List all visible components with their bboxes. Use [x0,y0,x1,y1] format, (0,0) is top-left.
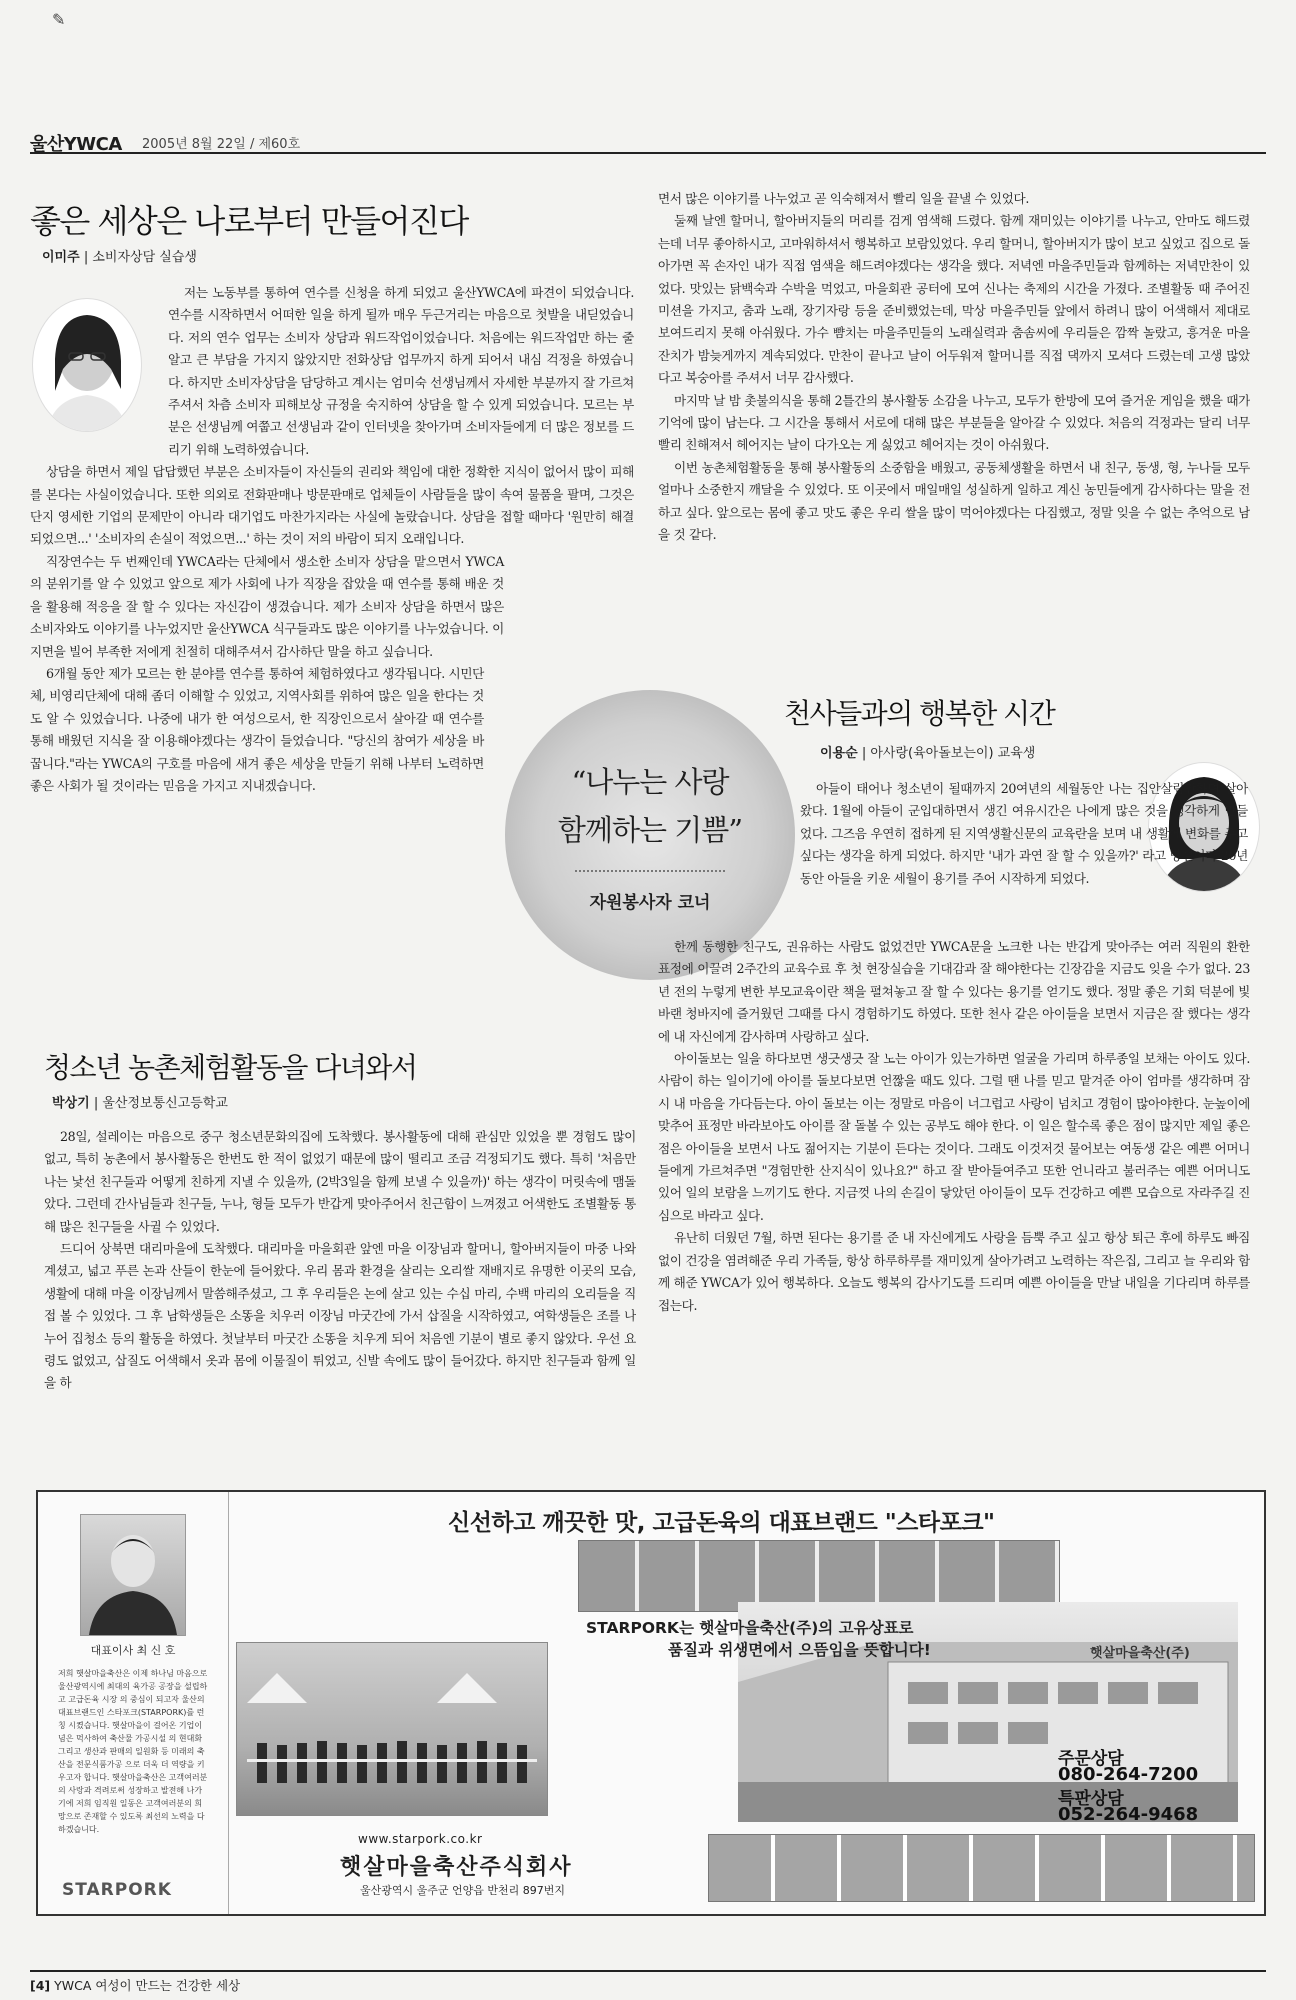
article1-paragraph: 상담을 하면서 제일 답답했던 부분은 소비자들이 자신들의 권리와 책임에 대한 정확한 지식이 없어서 많이 피해를 본다는 사실이었습니다. 또한 의외로 전화판매나 방문판매로 업체들이 사람들을 많이 속여 물품을 팔며, 그것은 단지 영세한 기업의 문제만이 아니라 대기업도 마찬가지라는 사실에 놀랐습니다. 상담을 접할 때마다 '원만히 해결되었으면...' '소비자의 손실이 적었으면...' 하는 것이 저의 바람이 되지 오래입니다. [30,464,634,547]
masthead [30,130,1266,154]
starpork-description-line2: 품질과 위생면에서 으뜸임을 뜻합니다! [668,1641,931,1659]
order-phone: 080-264-7200 [1058,1764,1199,1785]
article3-byline [820,742,1035,761]
pin-icon: ✎ [52,10,66,29]
article1-paragraph: 저는 노동부를 통하여 연수를 신청을 하게 되었고 울산YWCA에 파견이 되었습니다. 연수를 시작하면서 어떠한 일을 하게 될까 매우 두근거리는 마음으로 첫발을 내딛었습니다. 저의 연수 업무는 소비자 상담과 워드작업이었습니다. 처음에는 워드작업만 하는 줄 알고 큰 부담을 가지지 않았지만 전화상담 업무까지 하게 되어서 내심 걱정을 하였습니다. 하지만 소비자상담을 담당하고 계시는 엄미숙 선생님께서 자세한 부분까지 잘 가르쳐주셔서 차츰 소비자 피해보상 규정을 숙지하여 상담을 할 수 있게 되었습니다. 모르는 부분은 선생님께 여쭙고 선생님과 같이 인터넷을 찾아가며 소비자들에게 더 많은 정보를 드리기 위해 노력하였습니다. [168,285,634,457]
article2-title: 청소년 농촌체험활동을 다녀와서 [44,1051,417,1084]
article3-paragraph: 아들이 태어나 청소년이 될때까지 20여년의 세월동안 나는 집안살림만하며 살아왔다. 1월에 아들이 군입대하면서 생긴 여유시간은 나에게 많은 것을 생각하게 만들었다. 그즈음 우연히 접하게 된 지역생활신문의 교육란을 보며 내 생활에 변화를 주고 싶다는 생각을 하게 되었다. 하지만 '내가 과연 잘 할 수 있을까?' 라고 망설이다 20년동안 아들을 키운 세월이 용기를 주어 시작하게 되었다. [800,781,1248,886]
article1-title: 좋은 세상은 나로부터 만들어진다 [30,202,468,240]
byline-separator: | [861,746,871,761]
article3-role: 아사랑(육아돌보는이) 교육생 [870,746,1036,761]
feature-quote-line2: 함께하는 기쁨” [557,813,743,847]
article3-body-top [800,778,1248,928]
page-footer [30,1970,1266,1994]
article2-paragraph: 드디어 상북면 대리마을에 도착했다. 대리마을 마을회관 앞엔 마을 이장님과 할머니, 할아버지들이 마중 나와 계셨고, 넓고 푸른 논과 산들이 한눈에 들어왔다. 우리 몸과 환경을 살리는 오리쌀 재배지로 유명한 이곳의 모습, 생활에 대해 마을 이장님께서 말씀해주셨고, 그 후 우리들은 논에 살고 있는 수십 마리, 수백 마리의 오리들을 직접 볼 수 있었다. 그 후 남학생들은 소똥을 치우러 이장님 마굿간에 가서 삽질을 시작하였고, 여학생들은 조를 나누어 집청소 등의 활동을 하였다. 첫날부터 마굿간 소똥을 치우게 되어 처음엔 기분이 별로 좋지 않았다. 우선 요령도 없었고, 삽질도 어색해서 옷과 몸에 이물질이 튀었고, 신발 속에도 많이 들어갔다. 하지만 친구들과 함께 일을 하 [44,1241,636,1391]
article2-continuation [658,188,1250,678]
ceo-title: 대표이사 최 신 호 [90,1644,176,1657]
starpork-advertisement [36,1490,1266,1916]
special-sales-label: 특판상담 [1058,1789,1124,1809]
ribbon-cutting-ceremony-photo [236,1642,548,1816]
company-address: 울산광역시 울주군 언양읍 반천리 897번지 [360,1884,565,1897]
article2-body [44,1126,636,1466]
article2-byline [52,1092,228,1111]
ad-slogan: 신선하고 깨끗한 맛, 고급돈육의 대표브랜드 "스타포크" [448,1510,995,1536]
article3-paragraph: 한께 동행한 친구도, 권유하는 사람도 없었건만 YWCA문을 노크한 나는 반갑게 맞아주는 여러 직원의 환한 표정에 이끌려 2주간의 교육수료 후 첫 현장실습을 기대감과 잘 해야한다는 긴장감을 지금도 잊을 수가 없다. 23년 전의 누렇게 변한 부모교육이란 책을 펼쳐놓고 잘 할 수 있다는 용기를 얻기도 했다. 정말 좋은 기회 덕분에 빛바랜 청바지에 즐거웠던 그때를 다시 경험하기도 하였다. 또한 천사 같은 아이들을 보면서 지금은 잘 했다는 생각에 내 자신에게 감사하며 사랑하고 싶다. [658,939,1250,1044]
article1-author: 이미주 [42,250,80,265]
article1-role: 소비자상담 실습생 [92,250,197,265]
starpork-logo: STARPORK [62,1880,172,1900]
building-sign: 햇살마을축산(주) [1090,1646,1190,1661]
company-website: www.starpork.co.kr [358,1832,483,1846]
ceo-message: 저희 햇살마을축산은 이제 하나님 마음으로 울산광역시에 최대의 육가공 공장을 설립하고 고급돈육 시장 의 중심이 되고자 울산의 대표브랜드인 스타포크(STARPORK)를 런칭 시켰습니다. 햇살마을이 걸어온 기업이념은 먹사하여 축산물 가공시설 의 현대화 그리고 생산과 판매의 일원화 등 미래의 축산을 전문식품가공 으로 더욱 더 역량을 키우고자 합니다. 햇살마을축산은 고객여러분의 사랑과 격려로써 성장하고 발전해 나가기에 저희 임직원 일동은 고객여러분의 희망으로 존재할 수 있도록 최선의 노력을 다하겠습니다. [58,1669,208,1834]
article2-paragraph: 28일, 설레이는 마음으로 중구 청소년문화의집에 도착했다. 봉사활동에 대해 관심만 있었을 뿐 경험도 많이 없고, 특히 농촌에서 봉사활동은 한번도 한 적이 없었기 때문에 많이 떨리고 조금 걱정되기도 했다. 특히 '처음만나는 낯선 친구들과 어떻게 친하게 지낼 수 있을까, (2박3일을 함께 보낼 수 있을까)' 하는 생각이 머릿속에 맴돌았다. 그런데 간사님들과 친구들, 누나, 형들 모두가 반갑게 맞아주어서 친근함이 느껴졌고 어색한도 조별활동 통해 많은 친구들을 사귈 수 있었다. [44,1129,636,1234]
article1-byline [42,246,197,265]
article1-paragraph: 6개월 동안 제가 모르는 한 분야를 연수를 통하여 체험하였다고 생각됩니다. 시민단체, 비영리단체에 대해 좀더 이해할 수 있었고, 지역사회를 위하여 많은 일을 한다는 것도 알 수 있었습니다. 나중에 내가 한 여성으로서, 한 직장인으로서 살아갈 때 연수를 통해 배웠던 지식을 잘 이용해야겠다는 생각이 들었습니다. "당신의 참여가 세상을 바꿉니다."라는 YWCA의 구호를 마음에 새겨 좋은 세상을 만들기 위해 나부터 노력하면 좋은 사회가 될 것이라는 믿음을 가지고 지내겠습니다. [30,665,484,793]
feature-quote-line1: “나누는 사랑 [571,765,729,799]
article3-paragraph: 유난히 더웠던 7월, 하면 된다는 용기를 준 내 자신에게도 사랑을 듬뿍 주고 싶고 항상 퇴근 후에 하루도 빠짐없이 건강을 염려해준 우리 가족들, 항상 하루하루를 재미있게 살아가려고 노력하는 작은집, 그리고 늘 우리와 함께 해준 YWCA가 있어 행복하다. 오늘도 행복의 감사기도를 드리며 예쁜 아이들을 만날 내일을 기다리며 하루를 접는다. [658,1230,1250,1313]
article3-author: 이용순 [820,746,858,761]
article2-cont-paragraph: 마지막 날 밤 촛불의식을 통해 2틀간의 봉사활동 소감을 나누고, 모두가 한방에 모여 즐거운 게임을 했을 때가 기억에 많이 남는다. 그 시간을 통해서 서로에 대해 많은 부분들을 알아갈 수 있었다. 처음의 걱정과는 달리 너무 빨리 친해져서 헤어지는 날이 다가오는 게 싫었고 헤어지는 것이 아쉬웠다. [658,392,1250,453]
starpork-description-line1: STARPORK는 햇살마을축산(주)의 고유상표로 [586,1619,914,1637]
article2-cont-paragraph: 둘째 날엔 할머니, 할아버지들의 머리를 검게 염색해 드렸다. 함께 재미있는 이야기를 나누고, 안마도 해드렸는데 너무 좋아하시고, 고마워하셔서 행복하고 보람있었다. 우리 할머니, 할아버지가 많이 보고 싶었고 집으로 돌아가면 꼭 손자인 내가 직접 염색을 해드려야겠다는 생각을 했다. 저녁엔 마을주민들과 함께하는 저녁만찬이 있었다. 맛있는 닭백숙과 수박을 먹었고, 마을회관 공터에 모여 신나는 축제의 시간을 가졌다. 조별활동 때 주어진 미션을 가지고, 춤과 노래, 장기자랑 등을 준비했었는데, 막상 마을주민들 앞에서 하려니 많이 어색해서 제대로 보여드리지 못해 아쉬웠다. 가수 뺨치는 마을주민들의 노래실력과 춤솜씨에 우리들은 깜짝 놀랐고, 흥겨운 마을잔치가 밤늦게까지 계속되었다. 만찬이 끝나고 날이 어두워져 할머니를 직접 댁까지 모셔다 드렸는데 고생 많았다고 복숭아를 주셔서 너무 감사했다. [658,213,1250,386]
dotted-divider [575,870,725,872]
ceo-photo [80,1514,186,1636]
delivery-trucks-photo-strip [708,1834,1255,1902]
portrait-float-spacer [30,282,168,454]
article2-cont-paragraph: 이번 농촌체험활동을 통해 봉사활동의 소중함을 배웠고, 공동체생활을 하면서 내 친구, 동생, 형, 누나들 모두 얼마나 소중한지 깨달을 수 있었다. 또 이곳에서 매일매일 성실하게 일하고 계신 농민들에게 감사하다는 말을 전하고 싶다. 앞으로는 몸에 좋고 맛도 좋은 우리 쌀을 많이 먹어야겠다는 다짐했고, 정말 잊을 수 없는 추억으로 남을 것 같다. [658,459,1250,543]
issue-info: 2005년 8월 22일 / 제60호 [142,137,301,152]
article1-paragraph: 직장연수는 두 번째인데 YWCA라는 단체에서 생소한 소비자 상담을 맡으면서 YWCA의 분위기를 알 수 있었고 앞으로 제가 사회에 나가 직장을 잡았을 때 연수를 통해 배운 것을 활용해 적응을 잘 할 수 있다는 자신감이 생겼습니다. 제가 소비자 상담을 하면서 많은 소비자와도 이야기를 나누었지만 울산YWCA 식구들과도 많은 이야기를 나누었습니다. 이 지면을 빌어 부족한 저에게 친절히 대해주셔서 감사하단 말을 하고 싶습니다. [30,553,504,659]
article3-title: 천사들과의 행복한 시간 [784,697,1055,730]
article2-cont-paragraph: 면서 많은 이야기를 나누었고 곧 익숙해져서 빨리 일을 끝낼 수 있었다. [658,191,1030,206]
article3-paragraph: 아이돌보는 일을 하다보면 생긋생긋 잘 노는 아이가 있는가하면 얼굴을 가리며 하루종일 보채는 아이도 있다. 사람이 하는 일이기에 아이를 돌보다보면 언짢을 때도 있다. 그럴 땐 나를 믿고 맡겨준 아이 엄마를 생각하며 잠시 내 마음을 가다듬는다. 아이 돌보는 이는 정말로 마음이 너그럽고 사랑이 넘치고 경험이 많아야한다. 눈높이에 맞추어 표정만 바라보아도 아이를 잘 돌볼 수 있는 공부도 해야 한다. 이 일은 할수록 좋은 점이 많지만 제일 좋은 점은 아이들을 보면서 나도 젊어지는 기분이 든다는 것이다. 그래도 이것저것 물어보는 여동생 같은 예쁜 어머니들에게 가르쳐주면 "경험만한 산지식이 있나요?" 하고 잘 받아들여주고 또한 언니라고 불러주는 예쁜 어머니도 있어 일의 보람을 느끼기도 한다. 지금껏 나의 손길이 닿았던 아이들이 모두 건강하고 예쁜 모습으로 자라주길 진심으로 바라고 싶다. [658,1051,1250,1223]
volunteer-corner-label: 자원봉사자 코너 [589,893,711,913]
article2-role: 울산정보통신고등학교 [102,1096,228,1111]
order-label: 주문상담 [1058,1749,1124,1769]
ad-ceo-panel [38,1492,229,1914]
special-sales-phone: 052-264-9468 [1058,1804,1199,1825]
article3-body [658,936,1250,1466]
article2-author: 박상기 [52,1096,90,1111]
footer-slogan: YWCA 여성이 만드는 건강한 세상 [54,1978,241,1993]
byline-separator: | [93,1096,103,1111]
newsletter-brand: 울산YWCA [30,134,122,155]
byline-separator: | [83,250,93,265]
page-number: [4] [30,1978,51,1993]
company-name: 햇살마을축산주식회사 [340,1855,573,1880]
